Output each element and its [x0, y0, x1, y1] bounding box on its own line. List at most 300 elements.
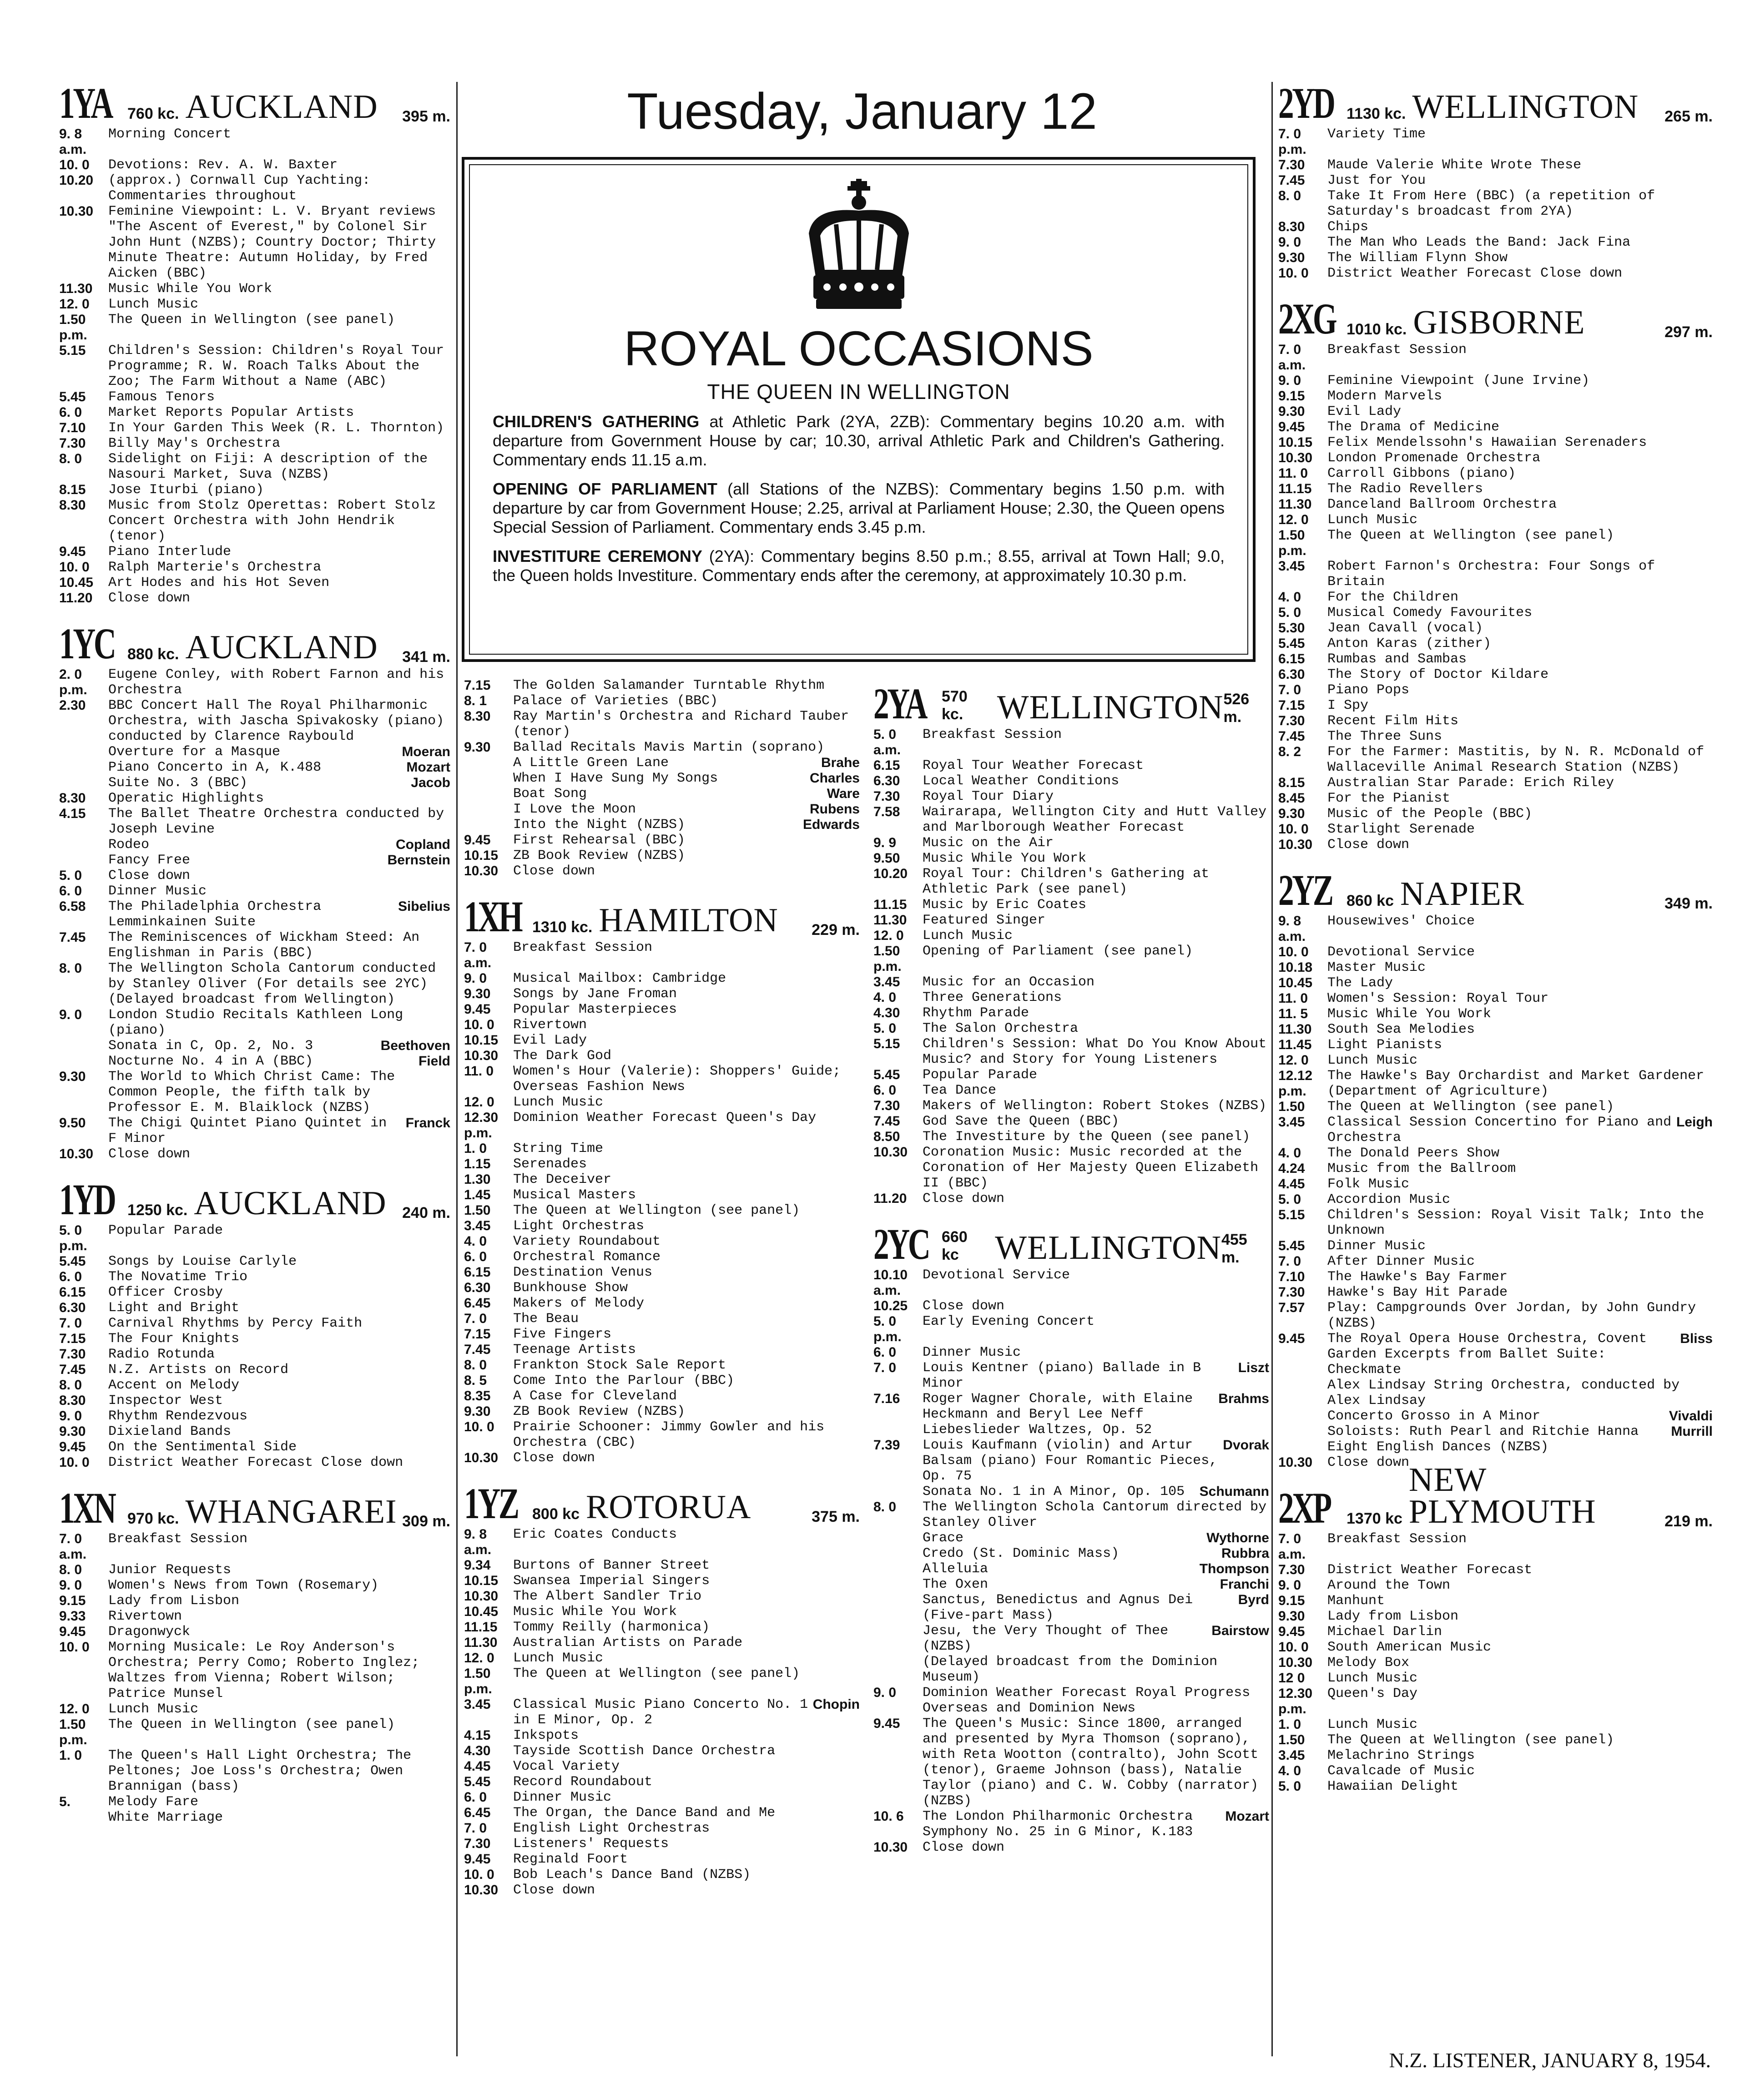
programme-title: Palace of Varieties (BBC)	[513, 693, 718, 709]
programme-title: Devotional Service	[923, 1267, 1070, 1283]
station-frequency: 760 kc.	[127, 105, 179, 122]
programme-title: (Delayed broadcast from the Dominion Museum)	[923, 1654, 1218, 1685]
programme-composer: Rubbra	[1221, 1546, 1269, 1561]
programme-time: 9.45	[873, 1716, 900, 1731]
programme-item	[464, 1311, 860, 1327]
panel-paragraph-text: (all Stations of the NZBS): Commentary begins 1.50 p.m. with departure by car from Government House; 2.25, arrival at Parliament House; 2.30, the Queen opens Special Session of Parliament. Commentary ends 3.45 p.m.	[493, 480, 1225, 536]
programme-title: Queen's Day	[1327, 1686, 1418, 1701]
programme-composer: Charles	[809, 771, 860, 786]
programme-title: Hawaiian Delight	[1327, 1779, 1459, 1794]
programme-title: Billy May's Orchestra	[108, 436, 281, 451]
programme-title: Lunch Music	[1327, 1671, 1418, 1686]
programme-item	[59, 436, 450, 451]
programme-title: The Investiture by the Queen (see panel)	[923, 1129, 1251, 1145]
programme-item	[464, 1589, 860, 1604]
programme-item	[873, 1145, 1269, 1191]
programme-time: 5.15	[1278, 1207, 1305, 1222]
panel-paragraph-head: CHILDREN'S GATHERING	[493, 412, 700, 431]
programme-item	[464, 1836, 860, 1852]
programme-time: 12. 0	[1278, 1053, 1309, 1068]
programme-time: 8. 0	[464, 1358, 487, 1373]
programme-item	[1278, 1732, 1713, 1748]
programme-item	[1278, 188, 1713, 219]
programme-item	[59, 1331, 450, 1347]
programme-title: Sidelight on Fiji: A description of the Nasouri Market, Suva (NZBS)	[108, 451, 428, 482]
programme-time: 10.30	[59, 1146, 94, 1161]
programme-title: District Weather Forecast	[1327, 1562, 1533, 1578]
programme-composer: Schumann	[1199, 1484, 1269, 1499]
programme-title: Prairie Schooner: Jimmy Gowler and his Orchestra (CBC)	[513, 1419, 825, 1450]
programme-item	[1278, 1053, 1713, 1068]
programme-title: English Light Orchestras	[513, 1821, 710, 1836]
programme-title: Inkspots	[513, 1728, 579, 1743]
programme-time: 10. 0	[59, 157, 90, 172]
programme-item	[464, 678, 860, 693]
programme-title: Danceland Ballroom Orchestra	[1327, 497, 1557, 512]
programme-time: 3.45	[464, 1697, 491, 1712]
programme-time: 7. 0	[59, 1316, 82, 1331]
programme-time: 4.45	[1278, 1176, 1305, 1191]
programme-item	[464, 1651, 860, 1666]
programme-title: Close down	[923, 1191, 1005, 1206]
programme-time: 1.15	[464, 1156, 491, 1171]
station-wavelength: 526 m.	[1223, 691, 1250, 726]
programme-title: For the Pianist	[1327, 791, 1451, 806]
programme-item	[1278, 1022, 1713, 1037]
programme-title: Women's Session: Royal Tour	[1327, 991, 1549, 1006]
programme-time: 11.30	[1278, 1022, 1312, 1037]
programme-item	[1278, 235, 1713, 250]
programme-time: 11.30	[464, 1635, 498, 1650]
programme-title: Play: Campgrounds Over Jordan, by John Gundry (NZBS)	[1327, 1300, 1696, 1331]
programme-item	[1278, 1593, 1713, 1609]
programme-time: 1.50	[1278, 1732, 1305, 1747]
programme-title: Makers of Melody	[513, 1296, 645, 1311]
programme-title: Five Fingers	[513, 1327, 612, 1342]
programme-item	[873, 1530, 1269, 1546]
programme-item	[1278, 713, 1713, 729]
programme-item	[59, 482, 450, 498]
footer: N.Z. LISTENER, JANUARY 8, 1954.	[1389, 2049, 1711, 2072]
station-frequency: 970 kc.	[127, 1510, 179, 1527]
programme-title: Feminine Viewpoint: L. V. Bryant reviews "The Ascent of Everest," by Colonel Sir John Hunt (NZBS); Country Doctor; Thirty Minute Theatre: Autumn Holiday, by Fred Aicken (BBC)	[108, 204, 436, 281]
programme-item	[59, 1408, 450, 1424]
programme-title: Eric Coates Conducts	[513, 1527, 677, 1542]
programme-item	[873, 974, 1269, 990]
programme-item	[464, 1697, 860, 1728]
programme-title: Lady from Lisbon	[108, 1593, 240, 1609]
programme-time: 9.45	[464, 833, 491, 848]
programme-time: 1.45	[464, 1187, 491, 1202]
programme-item	[873, 928, 1269, 944]
programme-item	[1278, 1146, 1713, 1161]
programme-title: Radio Rotunda	[108, 1347, 215, 1362]
programme-title: District Weather Forecast Close down	[1327, 266, 1623, 281]
programme-title: Australian Star Parade: Erich Riley	[1327, 775, 1614, 791]
programme-title: Sonata No. 1 in A Minor, Op. 105	[923, 1484, 1185, 1499]
programme-title: Dominion Weather Forecast Queen's Day	[513, 1110, 817, 1126]
panel-paragraph	[493, 480, 1225, 537]
programme-item	[1278, 729, 1713, 744]
station-header	[59, 618, 450, 668]
programme-item	[464, 1373, 860, 1388]
programme-title: Orchestral Romance	[513, 1249, 661, 1265]
programme-item	[1278, 266, 1713, 281]
programme-title: Songs by Jane Froman	[513, 986, 677, 1002]
programme-composer: Brahe	[821, 755, 860, 770]
programme-composer: Bernstein	[387, 853, 450, 868]
station-header	[59, 1174, 450, 1224]
programme-title: Popular Masterpieces	[513, 1002, 677, 1017]
programme-title: Tea Dance	[923, 1083, 997, 1098]
programme-title: Recent Film Hits	[1327, 713, 1459, 729]
programme-time: 9.30	[464, 740, 491, 755]
programme-time: 9.30	[59, 1424, 86, 1439]
programme-title: Dinner Music	[1327, 1238, 1426, 1254]
programme-title: The Queen at Wellington (see panel)	[513, 1203, 800, 1218]
programme-time	[59, 837, 108, 853]
programme-time: 6.30	[873, 773, 900, 788]
programme-item	[59, 204, 450, 281]
programme-title: Lunch Music	[923, 928, 1013, 944]
programme-title: Close down	[513, 1450, 595, 1466]
programme-time: 10.45	[464, 1604, 499, 1619]
programme-title: Louis Kaufmann (violin) and Artur Balsam (piano) Four Romantic Pieces, Op. 75	[923, 1438, 1218, 1484]
programme-item	[873, 1021, 1269, 1036]
programme-time: 7.45	[1278, 173, 1305, 188]
programme-time: 12.12 p.m.	[1278, 1068, 1313, 1099]
station-call-sign: 1YC	[59, 619, 115, 668]
programme-title: Music for an Occasion	[923, 974, 1095, 990]
programme-title: Carnival Rhythms by Percy Faith	[108, 1316, 363, 1331]
programme-item	[59, 1007, 450, 1038]
programme-composer: Bairstow	[1211, 1623, 1269, 1638]
station-header	[873, 1218, 1269, 1268]
programme-title: The Three Suns	[1327, 729, 1442, 744]
programme-time: 9. 9	[873, 835, 897, 850]
panel-paragraph-head: OPENING OF PARLIAMENT	[493, 480, 717, 498]
programme-item	[873, 1114, 1269, 1129]
programme-time: 11. 0	[1278, 991, 1308, 1006]
station-city: WELLINGTON	[995, 1229, 1221, 1267]
programme-time: 5. 0	[1278, 605, 1301, 620]
programme-title: Lunch Music	[513, 1651, 604, 1666]
programme-composer: Chopin	[812, 1697, 860, 1712]
programme-item	[59, 451, 450, 482]
programme-time: 1.50 p.m.	[59, 1717, 87, 1747]
programme-title: Jean Cavall (vocal)	[1327, 621, 1483, 636]
programme-item	[1278, 1562, 1713, 1578]
programme-time	[464, 817, 513, 833]
station-wavelength: 265 m.	[1664, 108, 1713, 125]
programme-item	[1278, 914, 1713, 944]
programme-time: 6.45	[464, 1805, 491, 1820]
programme-item	[1278, 991, 1713, 1006]
programme-title: String Time	[513, 1141, 604, 1156]
programme-time: 5.45	[59, 1254, 86, 1269]
programme-composer: Mozart	[1225, 1809, 1269, 1824]
programme-time: 4. 0	[1278, 1146, 1301, 1161]
programme-item	[59, 1717, 450, 1748]
programme-time: 12.30 p.m.	[1278, 1686, 1313, 1716]
programme-time: 11. 5	[1278, 1006, 1308, 1021]
programme-item	[59, 899, 450, 930]
programme-title: Roger Wagner Chorale, with Elaine Heckmann and Beryl Lee Neff Liebeslieder Waltzes, Op. 52	[923, 1391, 1193, 1438]
programme-item	[1278, 450, 1713, 466]
programme-item	[873, 1546, 1269, 1561]
programme-time: 10.30	[873, 1145, 908, 1160]
programme-composer: Mozart	[406, 760, 450, 775]
programme-time: 7. 0	[1278, 1254, 1301, 1269]
programme-title: Breakfast Session	[1327, 342, 1467, 358]
programme-title: Light and Bright	[108, 1300, 240, 1316]
station-city: AUCKLAND	[185, 88, 378, 126]
programme-item	[464, 1048, 860, 1064]
programme-title: The Beau	[513, 1311, 579, 1327]
programme-title: Devotional Service	[1327, 944, 1475, 960]
programme-time: 7.58	[873, 804, 900, 819]
station-call-sign: 1YD	[59, 1175, 115, 1224]
station-block	[464, 1478, 860, 1898]
programme-title: Musical Comedy Favourites	[1327, 605, 1533, 621]
programme-item	[59, 1609, 450, 1624]
programme-title: Royal Tour: Children's Gathering at Athletic Park (see panel)	[923, 866, 1210, 897]
programme-time: 7.15	[1278, 698, 1305, 713]
programme-title: N.Z. Artists on Record	[108, 1362, 289, 1378]
programme-title: Coronation Music: Music recorded at the Coronation of Her Majesty Queen Elizabeth II (BBC)	[923, 1145, 1259, 1191]
programme-time: 3.45	[1278, 559, 1305, 574]
programme-item	[59, 1362, 450, 1378]
programme-item	[1278, 651, 1713, 667]
programme-title: Modern Marvels	[1327, 389, 1442, 404]
station-block	[873, 1218, 1269, 1855]
programme-time: 9. 8 a.m.	[1278, 914, 1306, 944]
programme-title: Eugene Conley, with Robert Farnon and his Orchestra	[108, 667, 444, 698]
programme-title: BBC Concert Hall The Royal Philharmonic Orchestra, with Jascha Spivakosky (piano) conducted by Clarence Raybould	[108, 698, 444, 744]
programme-item	[59, 1455, 450, 1470]
programme-title: Children's Session: What Do You Know About Music? and Story for Young Listeners	[923, 1036, 1267, 1067]
station-block	[1278, 293, 1713, 853]
programme-time: 10.30	[59, 204, 94, 219]
programme-item	[464, 1265, 860, 1280]
programme-item	[464, 1821, 860, 1836]
programme-time: 10.30	[1278, 837, 1313, 852]
programme-time: 8. 0	[59, 961, 82, 976]
programme-time: 12.30 p.m.	[464, 1110, 499, 1141]
programme-title: Around the Town	[1327, 1578, 1451, 1593]
programme-item	[1278, 944, 1713, 960]
programme-title: Accordion Music	[1327, 1192, 1451, 1207]
programme-item	[59, 1116, 450, 1146]
programme-time: 10.15	[464, 848, 499, 863]
station-frequency: 1010 kc.	[1347, 321, 1407, 338]
programme-item	[873, 1438, 1269, 1484]
programme-time: 7. 0	[464, 1821, 487, 1836]
programme-title: Dinner Music	[513, 1790, 612, 1805]
programme-time: 1.50	[464, 1203, 491, 1218]
programme-title: For the Farmer: Mastitis, by N. R. McDonald of Wallaceville Animal Research Station (NZBS)	[1327, 744, 1705, 775]
programme-time: 1.50 p.m.	[59, 312, 87, 343]
programme-item	[464, 1002, 860, 1017]
programme-title: South Sea Melodies	[1327, 1022, 1475, 1037]
programme-title: South American Music	[1327, 1640, 1492, 1655]
programme-time: 4. 0	[464, 1234, 487, 1249]
station-wavelength: 455 m.	[1221, 1231, 1247, 1266]
programme-composer: Liszt	[1238, 1360, 1269, 1375]
programme-item	[59, 1593, 450, 1609]
programme-time: 6. 0	[59, 1269, 82, 1284]
programme-title: A Case for Cleveland	[513, 1388, 677, 1404]
programme-time: 10. 0	[59, 1455, 90, 1470]
programme-time	[59, 775, 108, 791]
column-rule-2	[1271, 82, 1273, 2056]
programme-item	[464, 1280, 860, 1296]
programme-time: 11. 0	[464, 1064, 494, 1079]
programme-item	[59, 744, 450, 760]
programme-time: 11.20	[873, 1191, 907, 1206]
programme-time: 6. 0	[873, 1083, 897, 1098]
programme-time	[873, 1561, 923, 1577]
programme-title: Rodeo	[108, 837, 150, 853]
programme-time: 7. 0 a.m.	[1278, 342, 1306, 373]
programme-title: Royal Tour Diary	[923, 789, 1054, 804]
programme-time	[873, 1484, 923, 1499]
programme-title: The Queen at Wellington (see panel)	[1327, 1099, 1614, 1115]
programme-item	[59, 1223, 450, 1254]
programme-time: 3.45	[1278, 1748, 1305, 1763]
programme-time: 10.30	[1278, 1655, 1313, 1670]
programme-item	[1278, 791, 1713, 806]
programme-time: 5.45	[1278, 636, 1305, 651]
programme-title: Lunch Music	[108, 1701, 199, 1717]
programme-item	[59, 1316, 450, 1331]
programme-item	[59, 1285, 450, 1300]
station-call-sign: 1XH	[464, 892, 521, 941]
programme-title: The Four Knights	[108, 1331, 240, 1347]
programme-time	[1278, 1408, 1327, 1424]
programme-title: Rivertown	[513, 1017, 587, 1033]
programme-title: When I Have Sung My Songs	[513, 771, 718, 786]
programme-time	[59, 853, 108, 868]
programme-time: 9.34	[464, 1558, 491, 1573]
programme-title: Bob Leach's Dance Band (NZBS)	[513, 1867, 751, 1883]
programme-title: For the Children	[1327, 590, 1459, 605]
programme-time: 1.30	[464, 1172, 491, 1187]
station-header	[464, 1478, 860, 1528]
programme-composer: Thompson	[1199, 1561, 1269, 1576]
programme-time: 7.15	[464, 678, 491, 693]
programme-title: Close down	[108, 1146, 191, 1162]
station-header	[59, 1482, 450, 1532]
programme-title: Popular Parade	[108, 1223, 223, 1238]
programme-time: 5.45	[1278, 1238, 1305, 1253]
programme-item	[59, 420, 450, 436]
programme-item	[1278, 960, 1713, 975]
programme-item	[873, 1036, 1269, 1067]
programme-time: 5. 0	[1278, 1192, 1301, 1207]
programme-time: 11.30	[59, 281, 93, 296]
programme-title: The Dark God	[513, 1048, 612, 1064]
programme-title: Felix Mendelssohn's Hawaiian Serenaders	[1327, 435, 1647, 450]
programme-item	[59, 1269, 450, 1285]
programme-title: Overture for a Masque	[108, 744, 281, 760]
programme-item	[873, 1561, 1269, 1577]
programme-title: Feminine Viewpoint (June Irvine)	[1327, 373, 1590, 389]
programme-item	[1278, 1424, 1713, 1455]
programme-title: Women's Hour (Valerie): Shoppers' Guide; Overseas Fashion News	[513, 1064, 841, 1095]
programme-item	[59, 883, 450, 899]
programme-title: Australian Artists on Parade	[513, 1635, 743, 1651]
programme-item	[873, 1298, 1269, 1314]
programme-title: ZB Book Review (NZBS)	[513, 1404, 686, 1419]
programme-title: Wairarapa, Wellington City and Hutt Valley and Marlborough Weather Forecast	[923, 804, 1267, 835]
programme-title: Rhythm Parade	[923, 1005, 1029, 1021]
programme-title: Classical Music Piano Concerto No. 1 in E Minor, Op. 2	[513, 1697, 808, 1728]
programme-time: 6. 0	[464, 1249, 487, 1264]
programme-title: The Queen in Wellington (see panel)	[108, 1717, 395, 1732]
programme-item	[464, 1790, 860, 1805]
programme-item	[1278, 1115, 1713, 1146]
programme-title: Melachrino Strings	[1327, 1748, 1475, 1763]
programme-item	[873, 1314, 1269, 1345]
programme-item	[59, 1794, 450, 1810]
programme-title: Lunch Music	[1327, 512, 1418, 528]
programme-item	[59, 853, 450, 868]
programme-item	[873, 1685, 1269, 1716]
programme-time: 8.30	[464, 709, 491, 724]
programme-time: 12. 0	[59, 1701, 90, 1716]
programme-title: First Rehearsal (BBC)	[513, 833, 686, 848]
programme-time	[59, 1038, 108, 1054]
programme-title: Housewives' Choice	[1327, 914, 1475, 929]
programme-composer: Wythorne	[1206, 1530, 1269, 1545]
programme-time: 7. 0	[464, 1311, 487, 1326]
programme-time: 6.30	[59, 1300, 86, 1315]
programme-item	[59, 775, 450, 791]
programme-item	[1278, 404, 1713, 419]
programme-item	[464, 1249, 860, 1265]
programme-title: Musical Masters	[513, 1187, 636, 1203]
programme-time: 11.30	[873, 913, 907, 928]
programme-item	[464, 1666, 860, 1697]
programme-item	[59, 1054, 450, 1069]
programme-title: The Queen at Wellington (see panel)	[1327, 1732, 1614, 1748]
programme-time: 7.45	[873, 1114, 900, 1129]
programme-time: 6. 0	[59, 405, 82, 420]
programme-title: God Save the Queen (BBC)	[923, 1114, 1120, 1129]
programme-title: White Marriage	[108, 1810, 223, 1825]
programme-item	[464, 802, 860, 817]
programme-time: 5.45	[873, 1067, 900, 1082]
programme-item	[873, 866, 1269, 897]
programme-title: Teenage Artists	[513, 1342, 636, 1358]
programme-item	[464, 1033, 860, 1048]
programme-title: Featured Singer	[923, 913, 1046, 928]
programme-time: 9.30	[59, 1069, 86, 1084]
programme-time: 4. 0	[1278, 1763, 1301, 1778]
programme-item	[1278, 744, 1713, 775]
programme-item	[59, 281, 450, 297]
programme-item	[464, 1450, 860, 1466]
programme-item	[59, 1347, 450, 1362]
programme-time: 4.15	[59, 806, 86, 821]
programme-time	[464, 802, 513, 817]
programme-item	[464, 1852, 860, 1867]
programme-title: Dragonwyck	[108, 1624, 191, 1640]
programme-item	[1278, 1531, 1713, 1562]
station-block	[1278, 864, 1713, 1470]
programme-item	[464, 1419, 860, 1450]
